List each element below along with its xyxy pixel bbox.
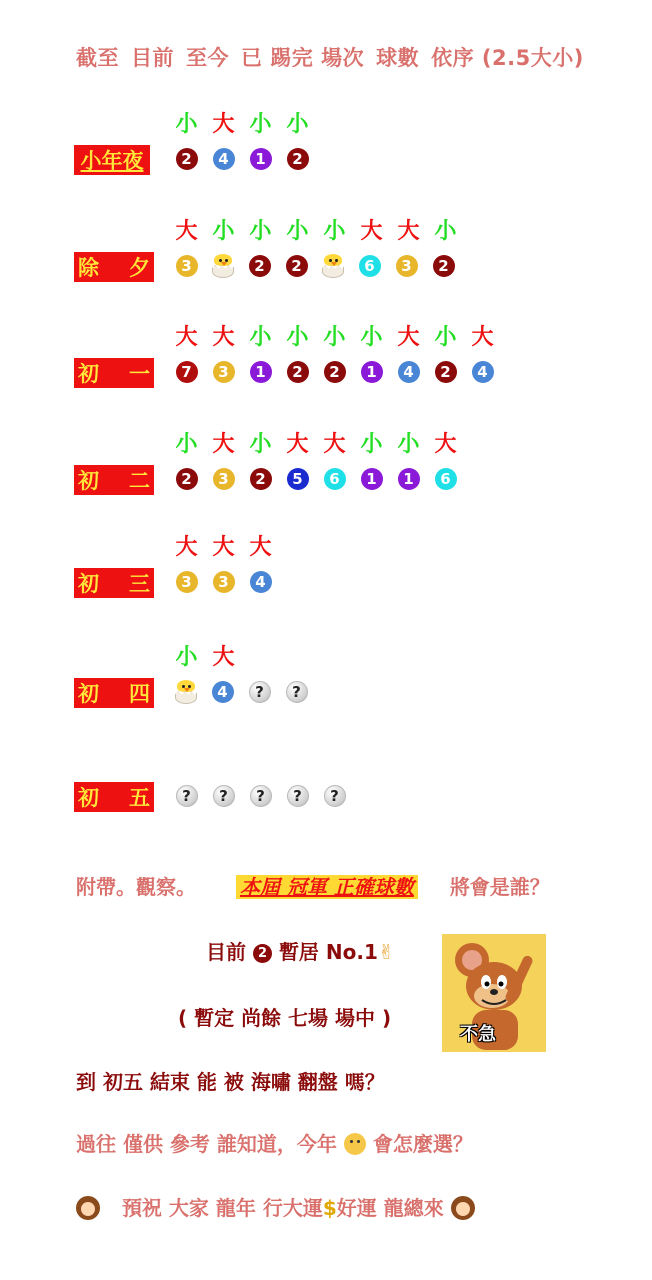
day-label: [74, 678, 154, 708]
goal-ball-1-icon: 1: [361, 361, 383, 383]
goal-ball-2-icon: 2: [324, 361, 346, 383]
goal-counts: [168, 252, 462, 280]
day-label: [74, 252, 154, 282]
size-big: 大: [175, 535, 198, 560]
goal-ball-4-icon: 4: [398, 361, 420, 383]
goal-ball-1-icon: 1: [250, 148, 272, 170]
size-small: 小: [175, 112, 198, 137]
remaining-matches-note: ( 暫定 尚餘 七場 場中 ): [178, 1006, 392, 1030]
goal-ball-2-icon: 2: [287, 361, 309, 383]
goal-ball-3-icon: 3: [396, 255, 418, 277]
goal-ball-6-icon: 6: [359, 255, 381, 277]
victory-hand-icon: ✌: [377, 940, 395, 964]
size-small: 小: [360, 325, 383, 350]
goal-ball-1-icon: 1: [250, 361, 272, 383]
footer-line-wishes: [76, 1192, 475, 1221]
goal-ball-4-icon: 4: [213, 148, 235, 170]
title-word: 至今: [186, 46, 229, 70]
day-label-text: 初: [78, 786, 99, 810]
current-label: 目前: [206, 940, 246, 964]
observe-text: 附帶。觀察。: [76, 875, 196, 899]
comeback-question: 到 初五 結束 能 被 海嘯 翻盤 嗎？: [76, 1070, 385, 1094]
question-ball-icon: ?: [286, 681, 308, 703]
meme-caption: 不急: [460, 1024, 496, 1045]
day-label-text: 一: [129, 362, 150, 386]
day-label: [74, 568, 154, 598]
size-small: 小: [434, 325, 457, 350]
day-label-text: 夕: [129, 256, 150, 280]
goal-ball-2-icon: 2: [176, 148, 198, 170]
hatching-chick-icon: [210, 253, 236, 279]
question-ball-icon: ?: [176, 785, 198, 807]
wishes-text: 預祝 大家 龍年 行大運: [121, 1196, 323, 1220]
goal-ball-2-icon: 2: [287, 148, 309, 170]
title-word: 球數: [376, 46, 420, 70]
goal-ball-2-icon: 2: [250, 468, 272, 490]
title-word: 截至: [76, 46, 119, 70]
question-ball-icon: ?: [249, 681, 271, 703]
size-small: 小: [249, 219, 272, 244]
footer-line-observe: [76, 871, 550, 900]
day-label-text: 三: [129, 572, 150, 596]
goal-ball-4-icon: 4: [250, 571, 272, 593]
size-small: 小: [360, 432, 383, 457]
page-title: [76, 42, 584, 72]
size-big: 大: [397, 325, 420, 350]
day-label-text: 四: [129, 682, 150, 706]
goal-ball-1-icon: 1: [398, 468, 420, 490]
day-label: [74, 782, 154, 812]
size-big: 大: [175, 219, 198, 244]
goal-ball-2-icon: 2: [176, 468, 198, 490]
size-results: [168, 214, 464, 242]
goal-ball-7-icon: 7: [176, 361, 198, 383]
goal-ball-3-icon: 3: [176, 571, 198, 593]
goal-ball-4-icon: 4: [212, 681, 234, 703]
size-small: 小: [249, 112, 272, 137]
size-small: 小: [175, 432, 198, 457]
hatching-chick-icon: [320, 253, 346, 279]
goal-ball-3-icon: 3: [213, 468, 235, 490]
goal-ball-2-icon: 2: [435, 361, 457, 383]
size-big: 大: [212, 112, 235, 137]
size-big: 大: [212, 535, 235, 560]
footer-line-current: [206, 936, 395, 965]
size-small: 小: [249, 432, 272, 457]
day-label: [74, 465, 154, 495]
goal-ball-4-icon: 4: [472, 361, 494, 383]
size-results: [168, 640, 242, 668]
goal-ball-3-icon: 3: [213, 571, 235, 593]
size-small: 小: [397, 432, 420, 457]
title-word: 目前: [131, 46, 174, 70]
hatching-chick-icon: [173, 679, 199, 705]
luck-text: 好運 龍總來: [336, 1196, 444, 1220]
question-text: 將會是誰？: [449, 875, 550, 899]
footer-line-past: [76, 1128, 473, 1157]
jerry-meme-image: [442, 934, 546, 1052]
champion-highlight: 本屆 冠軍 正確球數: [236, 875, 418, 899]
size-big: 大: [175, 325, 198, 350]
size-small: 小: [434, 219, 457, 244]
day-label-text: 初: [78, 362, 99, 386]
size-big: 大: [212, 645, 235, 670]
day-label-text: 初: [78, 682, 99, 706]
goal-ball-1-icon: 1: [361, 468, 383, 490]
goal-ball-2-icon: 2: [249, 255, 271, 277]
day-label-text: 小年夜: [80, 149, 144, 173]
day-label: [74, 145, 150, 175]
goal-ball-2-icon: 2: [286, 255, 308, 277]
question-ball-icon: ?: [324, 785, 346, 807]
goal-ball-3-icon: 3: [176, 255, 198, 277]
rank-text: 暫居 No.1: [278, 940, 378, 964]
size-small: 小: [286, 112, 309, 137]
day-label-text: 初: [78, 469, 99, 493]
grin-sweat-face-icon: [344, 1133, 366, 1155]
size-small: 小: [323, 219, 346, 244]
day-label-text: 初: [78, 572, 99, 596]
past-text: 過往 僅供 參考 誰知道，今年: [76, 1132, 337, 1156]
size-big: 大: [323, 432, 346, 457]
size-results: [168, 107, 316, 135]
goal-ball-5-icon: 5: [287, 468, 309, 490]
day-label-text: 五: [129, 786, 150, 810]
size-small: 小: [175, 645, 198, 670]
size-results: [168, 427, 464, 455]
goal-counts: [168, 782, 353, 810]
size-big: 大: [249, 535, 272, 560]
size-big: 大: [360, 219, 383, 244]
dollar-icon: $: [322, 1196, 337, 1220]
size-big: 大: [397, 219, 420, 244]
size-results: [168, 530, 279, 558]
day-label-text: 二: [129, 469, 150, 493]
goal-ball-3-icon: 3: [213, 361, 235, 383]
goal-ball-6-icon: 6: [435, 468, 457, 490]
size-big: 大: [212, 325, 235, 350]
size-small: 小: [249, 325, 272, 350]
girl-face-icon: [451, 1196, 475, 1220]
question-ball-icon: ?: [213, 785, 235, 807]
size-big: 大: [471, 325, 494, 350]
day-label-text: 除: [78, 256, 99, 280]
goal-counts: [168, 145, 316, 173]
size-results: [168, 320, 501, 348]
goal-ball-6-icon: 6: [324, 468, 346, 490]
goal-counts: [168, 678, 315, 706]
title-word: 依序 (2.5大小): [431, 46, 584, 70]
size-small: 小: [212, 219, 235, 244]
size-small: 小: [323, 325, 346, 350]
question-ball-icon: ?: [250, 785, 272, 807]
size-small: 小: [286, 219, 309, 244]
goal-counts: [168, 465, 464, 493]
size-big: 大: [286, 432, 309, 457]
goal-ball-2-icon: 2: [433, 255, 455, 277]
ball-2-icon: 2: [253, 944, 272, 963]
goal-counts: [168, 358, 501, 386]
size-small: 小: [286, 325, 309, 350]
question-ball-icon: ?: [287, 785, 309, 807]
size-big: 大: [212, 432, 235, 457]
choose-text: 會怎麼選？: [372, 1132, 473, 1156]
day-label: [74, 358, 154, 388]
girl-face-icon: [76, 1196, 100, 1220]
size-big: 大: [434, 432, 457, 457]
goal-counts: [168, 568, 279, 596]
title-word: 已 踢完 場次: [241, 46, 365, 70]
